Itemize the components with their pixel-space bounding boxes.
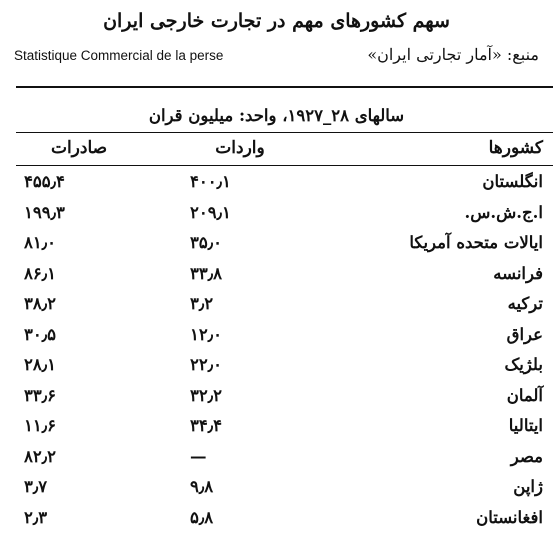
country-cell: ایالات متحده آمریکا — [409, 233, 543, 252]
imports-cell: ۹٫۸ — [190, 477, 214, 496]
caption-divider — [16, 132, 553, 133]
exports-cell: ۴۵۵٫۴ — [24, 172, 65, 191]
source-latin: Statistique Commercial de la perse — [14, 47, 224, 63]
country-cell: آلمان — [506, 385, 543, 405]
country-cell: انگلستان — [482, 172, 543, 191]
exports-cell: ۸۲٫۲ — [24, 446, 56, 466]
imports-cell: ۴۰۰٫۱ — [190, 172, 231, 191]
table-row — [0, 229, 553, 260]
country-cell: ا.ج.ش.س. — [464, 202, 543, 222]
imports-cell: ۲۲٫۰ — [190, 355, 222, 374]
imports-cell: — — [190, 446, 207, 466]
country-cell: افغانستان — [476, 507, 543, 527]
table-header — [0, 136, 553, 164]
source-line — [14, 42, 539, 68]
imports-cell: ۵٫۸ — [190, 507, 214, 527]
imports-cell: ۳۵٫۰ — [190, 233, 222, 252]
source-persian: منبع: «آمار تجارتی ایران» — [367, 45, 539, 64]
exports-cell: ۳۸٫۲ — [24, 294, 56, 313]
table-row — [0, 473, 553, 504]
table-row — [0, 351, 553, 382]
exports-cell: ۸۶٫۱ — [24, 263, 56, 283]
table-row — [0, 382, 553, 413]
country-cell: عراق — [506, 324, 543, 344]
imports-cell: ۳٫۲ — [190, 294, 214, 313]
country-cell: بلژیک — [504, 355, 543, 374]
imports-cell: ۳۳٫۸ — [190, 263, 222, 283]
exports-cell: ۱۹۹٫۳ — [24, 202, 65, 222]
country-cell: فرانسه — [493, 263, 543, 283]
exports-cell: ۳۰٫۵ — [24, 324, 56, 344]
header-imports: واردات — [215, 138, 265, 158]
header-divider — [16, 165, 553, 166]
table-row — [0, 260, 553, 291]
table-row — [0, 290, 553, 321]
table-row — [0, 168, 553, 199]
table-row — [0, 443, 553, 474]
table-row — [0, 504, 553, 535]
document-title: سهم کشورهای مهم در تجارت خارجی ایران — [103, 10, 450, 32]
imports-cell: ۳۴٫۴ — [190, 416, 222, 435]
exports-cell: ۱۱٫۶ — [24, 416, 56, 435]
header-country: کشورها — [488, 138, 543, 158]
exports-cell: ۲٫۳ — [24, 507, 48, 527]
imports-cell: ۲۰۹٫۱ — [190, 202, 231, 222]
exports-cell: ۳۳٫۶ — [24, 385, 56, 405]
exports-cell: ۲۸٫۱ — [24, 355, 56, 374]
country-cell: ژاپن — [513, 477, 543, 496]
country-cell: ترکیه — [507, 294, 543, 313]
period-unit-caption: سالهای ۲۸_۱۹۲۷، واحد: میلیون قران — [148, 106, 405, 125]
table-body — [0, 168, 553, 534]
top-divider — [16, 86, 553, 88]
header-exports: صادرات — [50, 138, 108, 158]
table-row — [0, 199, 553, 230]
imports-cell: ۱۲٫۰ — [190, 324, 222, 344]
exports-cell: ۳٫۷ — [24, 477, 48, 496]
table-row — [0, 412, 553, 443]
exports-cell: ۸۱٫۰ — [24, 233, 56, 252]
country-cell: ایتالیا — [508, 416, 543, 435]
table-row — [0, 321, 553, 352]
country-cell: مصر — [510, 446, 543, 466]
imports-cell: ۳۲٫۲ — [190, 385, 222, 405]
